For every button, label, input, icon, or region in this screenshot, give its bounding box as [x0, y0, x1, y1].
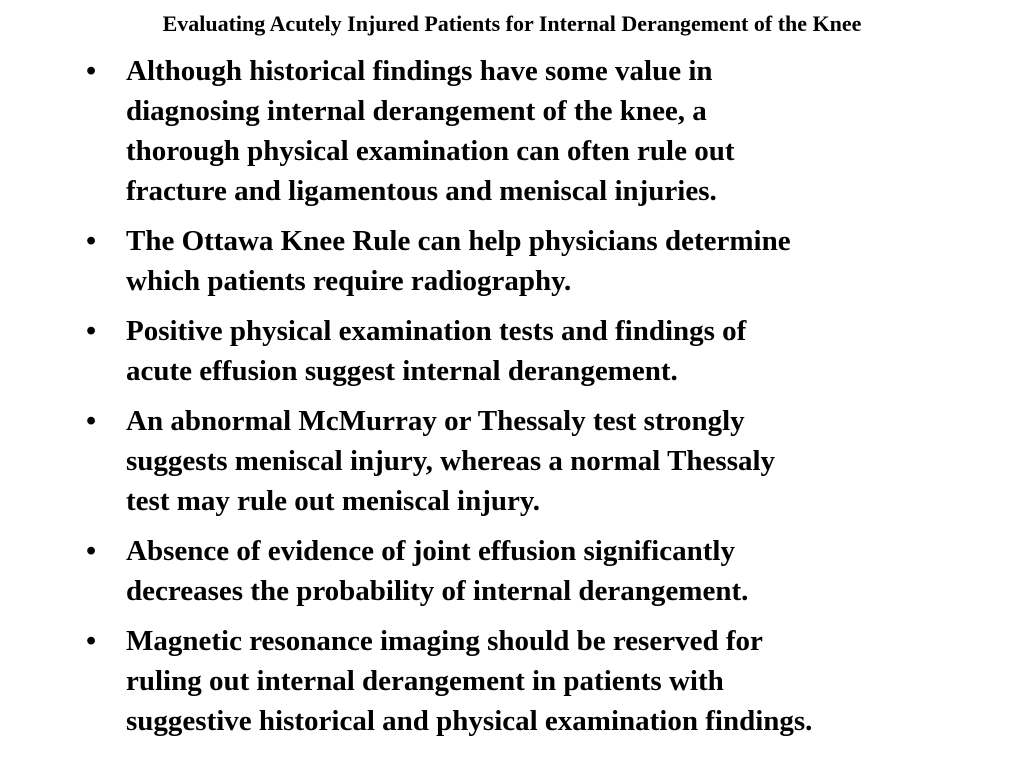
bullet-text-line: An abnormal McMurray or Thessaly test strongly — [126, 405, 745, 437]
bullet-marker: • — [86, 625, 97, 657]
bullet-marker: • — [86, 315, 97, 347]
bullet-item — [86, 311, 986, 391]
bullet-text-line: suggestive historical and physical examination findings. — [126, 705, 813, 737]
bullet-item — [86, 621, 986, 741]
bullet-marker: • — [86, 225, 97, 257]
bullet-item — [86, 221, 986, 301]
bullet-text-line: decreases the probability of internal derangement. — [126, 575, 749, 607]
bullet-marker: • — [86, 55, 97, 87]
bullet-text-line: The Ottawa Knee Rule can help physicians determine — [126, 225, 791, 257]
bullet-text-line: fracture and ligamentous and meniscal injuries. — [126, 175, 717, 207]
bullet-text-line: suggests meniscal injury, whereas a normal Thessaly — [126, 445, 776, 477]
bullet-marker: • — [86, 405, 97, 437]
bullet-item — [86, 531, 986, 611]
bullet-text-line: ruling out internal derangement in patients with — [126, 665, 724, 697]
bullet-text-line: Positive physical examination tests and findings of — [126, 315, 747, 347]
bullet-item — [86, 51, 986, 211]
bullet-text-line: Absence of evidence of joint effusion significantly — [126, 535, 735, 567]
bullet-text-line: test may rule out meniscal injury. — [126, 485, 541, 517]
bullet-text-line: Magnetic resonance imaging should be reserved for — [126, 625, 763, 657]
bullet-text-line: acute effusion suggest internal derangement. — [126, 355, 678, 387]
bullet-text-line: Although historical findings have some value in — [126, 55, 713, 87]
bullet-text-line: diagnosing internal derangement of the knee, a — [126, 95, 707, 127]
bullet-text-line: which patients require radiography. — [126, 265, 572, 297]
bullet-text-line: thorough physical examination can often rule out — [126, 135, 735, 167]
bullet-list — [86, 51, 986, 751]
slide-title: Evaluating Acutely Injured Patients for Internal Derangement of the Knee — [162, 11, 862, 36]
bullet-item — [86, 401, 986, 521]
bullet-marker: • — [86, 535, 97, 567]
